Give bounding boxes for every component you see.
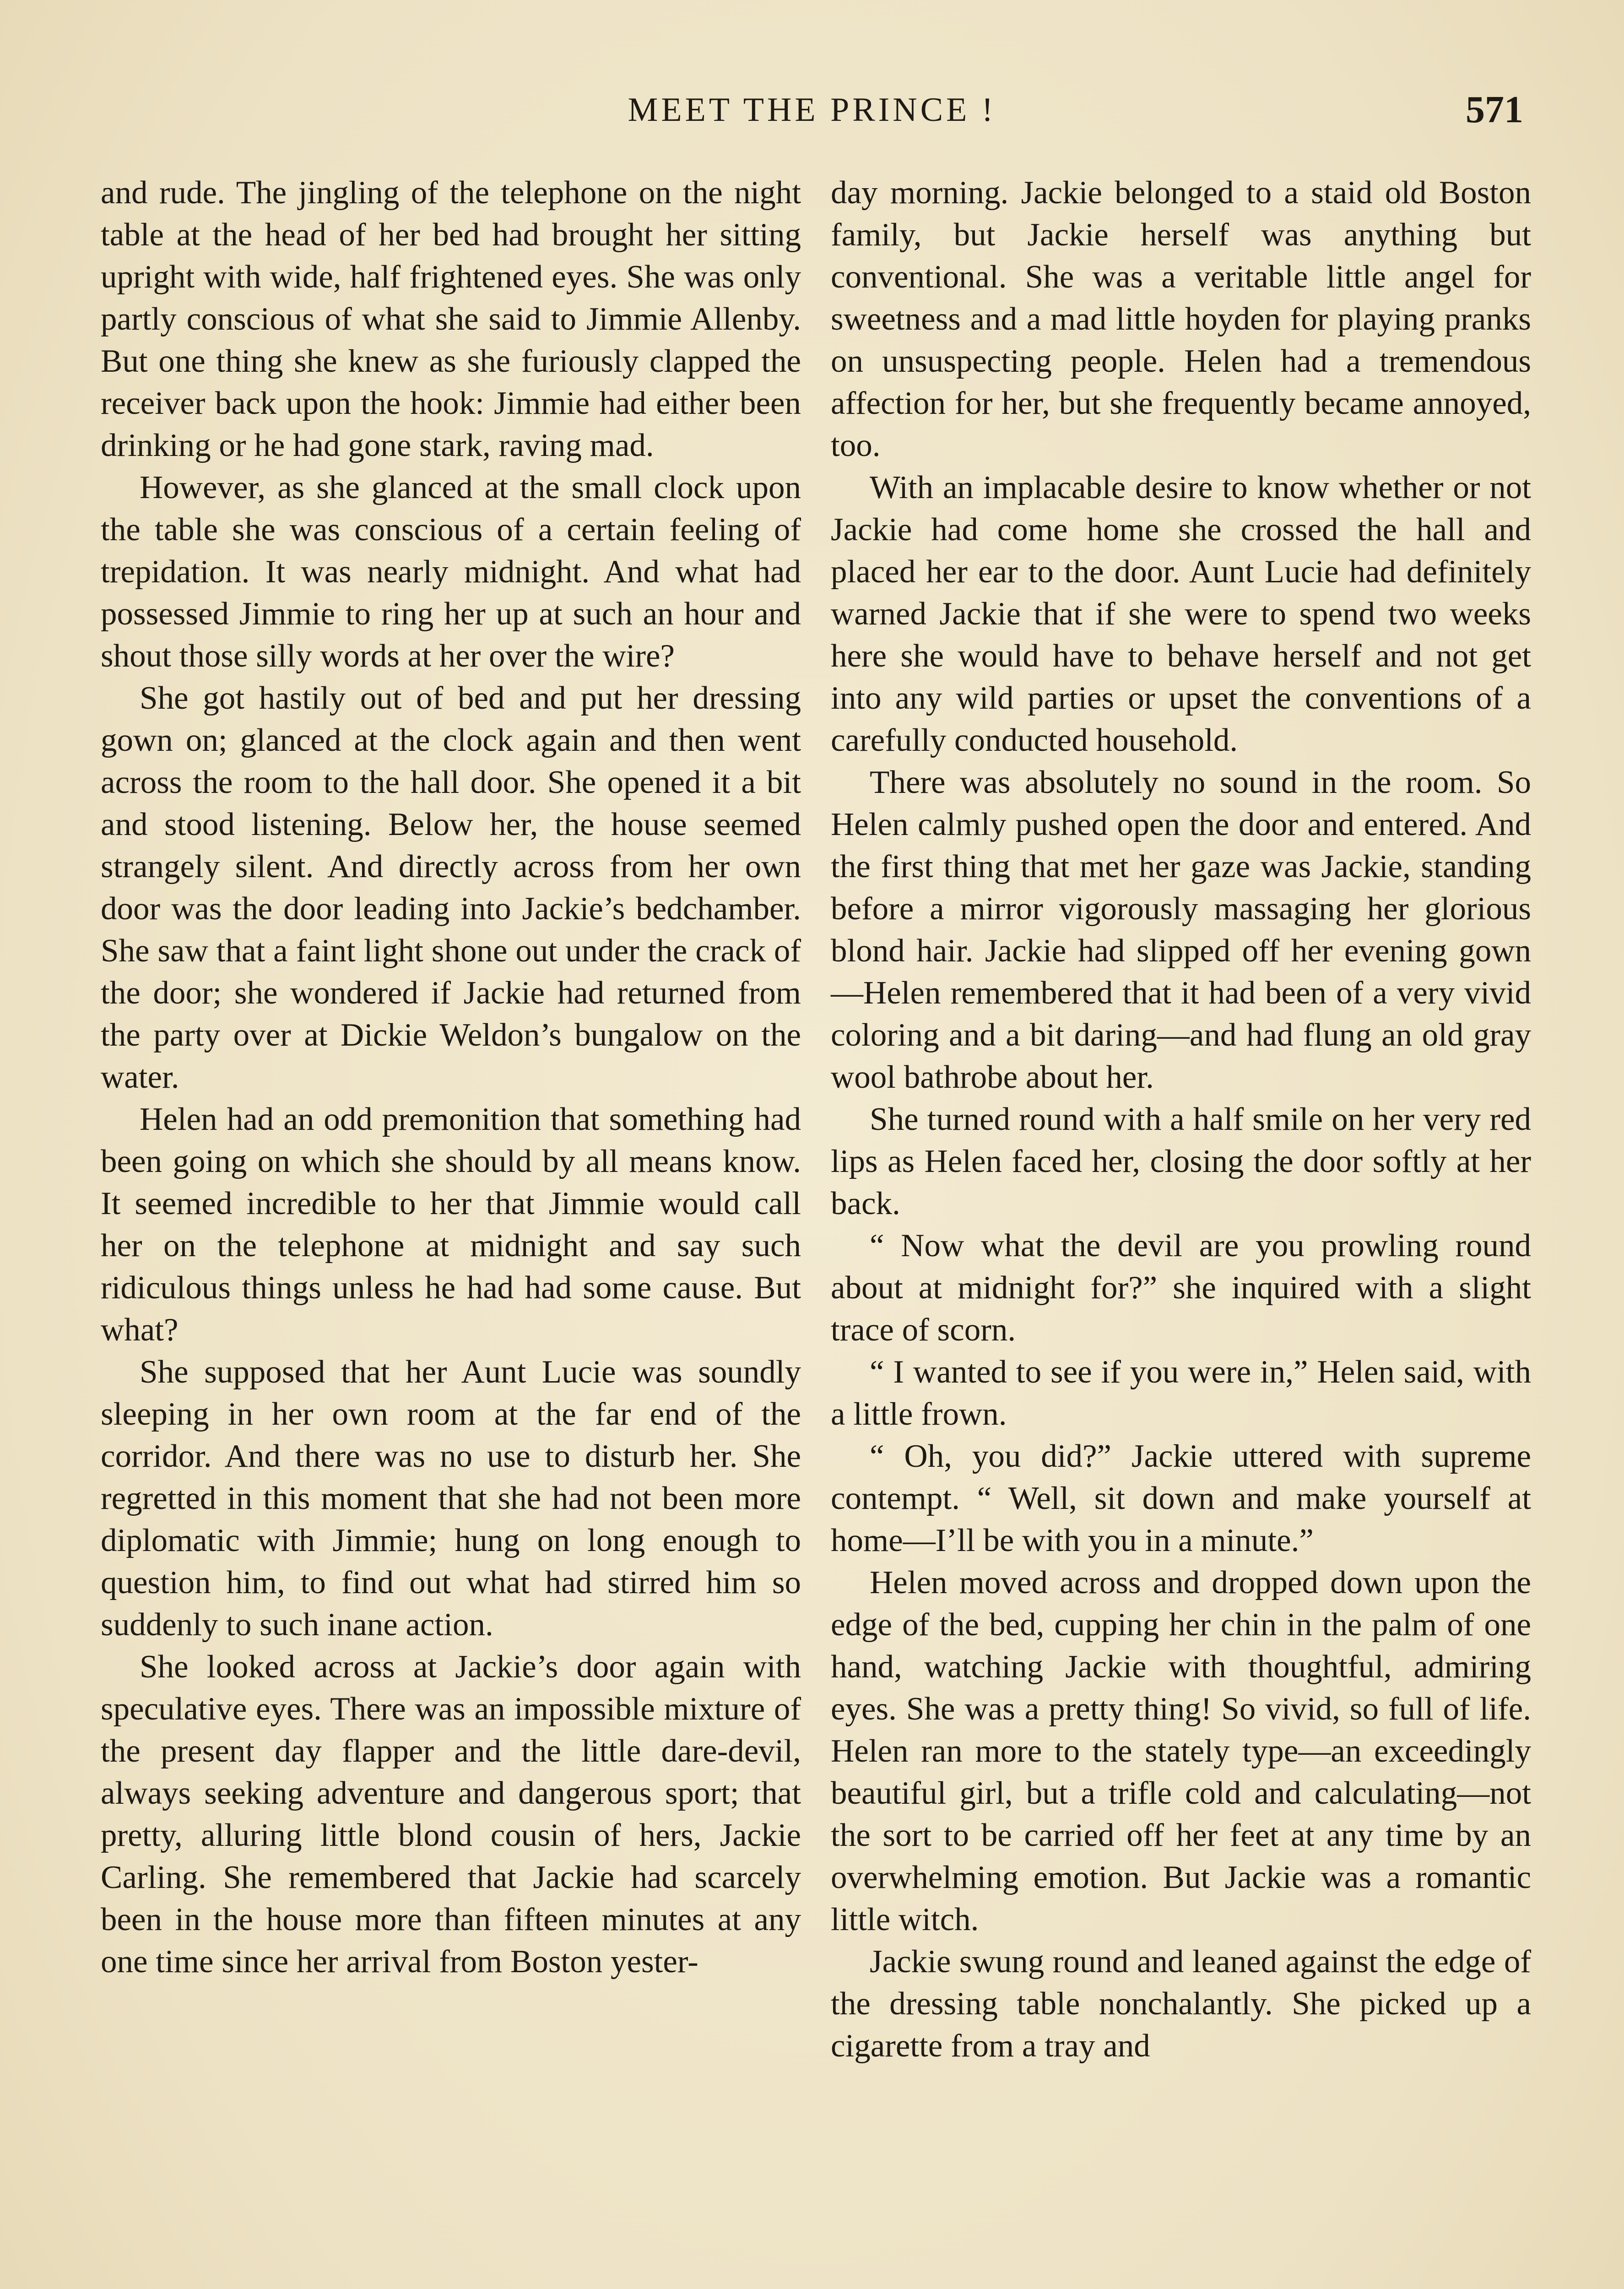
paragraph: Jackie swung round and leaned against the edge of the dressing table nonchalantly. She picked up a cigarette from a tray and: [831, 1944, 1531, 2064]
page-number: 571: [1466, 88, 1523, 131]
paragraph: She looked across at Jackie’s door again with speculative eyes. There was an impossible mixture of the present day flapper and the little dare-devil, always seeking adventure and dangerous sport; that pretty, alluring little blond cousin of hers, Jackie Carling. She remembered that Jackie had scarcely been in the house more than fifteen minutes at any one time since her arrival from Boston yester-: [101, 1649, 801, 1980]
running-head: [101, 85, 1523, 135]
paragraph: She supposed that her Aunt Lucie was soundly sleeping in her own room at the far end of the corridor. And there was no use to disturb her. She regretted in this moment that she had not been more diplomatic with Jimmie; hung on long enough to question him, to find out what had stirred him so suddenly to such inane action.: [101, 1354, 801, 1643]
paragraph: “ Now what the devil are you prowling round about at midnight for?” she inquired with a slight trace of scorn.: [831, 1228, 1531, 1348]
paragraph: and rude. The jingling of the telephone on the night table at the head of her bed had brought her sitting upright with wide, half frightened eyes. She was only partly conscious of what she said to Jimmie Allenby. But one thing she knew as she furiously clapped the receiver back upon the hook: Jimmie had either been drinking or he had gone stark, raving mad.: [101, 175, 801, 463]
paragraph: She got hastily out of bed and put her dressing gown on; glanced at the clock again and then went across the room to the hall door. She opened it a bit and stood listening. Below her, the house seemed strangely silent. And directly across from her own door was the door leading into Jackie’s bedchamber. She saw that a faint light shone out under the crack of the door; she wondered if Jackie had returned from the party over at Dickie Weldon’s bungalow on the water.: [101, 680, 801, 1095]
paragraph: There was absolutely no sound in the room. So Helen calmly pushed open the door and entered. And the first thing that met her gaze was Jackie, standing before a mirror vigorously massaging her glorious blond hair. Jackie had slipped off her evening gown—Helen remembered that it had been of a very vivid coloring and a bit daring—and had flung an old gray wool bathrobe about her.: [831, 765, 1531, 1095]
paragraph: “ Oh, you did?” Jackie uttered with supreme contempt. “ Well, sit down and make yourself at home—I’ll be with you in a minute.”: [831, 1438, 1531, 1558]
paragraph: However, as she glanced at the small clock upon the table she was conscious of a certain feeling of trepidation. It was nearly midnight. And what had possessed Jimmie to ring her up at such an hour and shout those silly words at her over the wire?: [101, 470, 801, 674]
text-column-left: [101, 172, 801, 1983]
paragraph: With an implacable desire to know whether or not Jackie had come home she crossed the hall and placed her ear to the door. Aunt Lucie had definitely warned Jackie that if she were to spend two weeks here she would have to behave herself and not get into any wild parties or upset the conventions of a carefully conducted household.: [831, 470, 1531, 758]
paragraph: Helen moved across and dropped down upon the edge of the bed, cupping her chin in the palm of one hand, watching Jackie with thoughtful, admiring eyes. She was a pretty thing! So vivid, so full of life. Helen ran more to the stately type—an exceedingly beautiful girl, but a trifle cold and calculating—not the sort to be carried off her feet at any time by an overwhelming emotion. But Jackie was a romantic little witch.: [831, 1565, 1531, 1937]
text-column-right: [831, 172, 1531, 2067]
running-title: MEET THE PRINCE !: [628, 91, 996, 129]
paragraph: “ I wanted to see if you were in,” Helen said, with a little frown.: [831, 1354, 1531, 1432]
paragraph: She turned round with a half smile on her very red lips as Helen faced her, closing the door softly at her back.: [831, 1101, 1531, 1221]
paragraph: day morning. Jackie belonged to a staid old Boston family, but Jackie herself was anything but conventional. She was a veritable little angel for sweetness and a mad little hoyden for playing pranks on unsuspecting people. Helen had a tremendous affection for her, but she frequently became annoyed, too.: [831, 175, 1531, 463]
paragraph: Helen had an odd premonition that something had been going on which she should by all means know. It seemed incredible to her that Jimmie would call her on the telephone at midnight and say such ridiculous things unless he had had some cause. But what?: [101, 1101, 801, 1348]
